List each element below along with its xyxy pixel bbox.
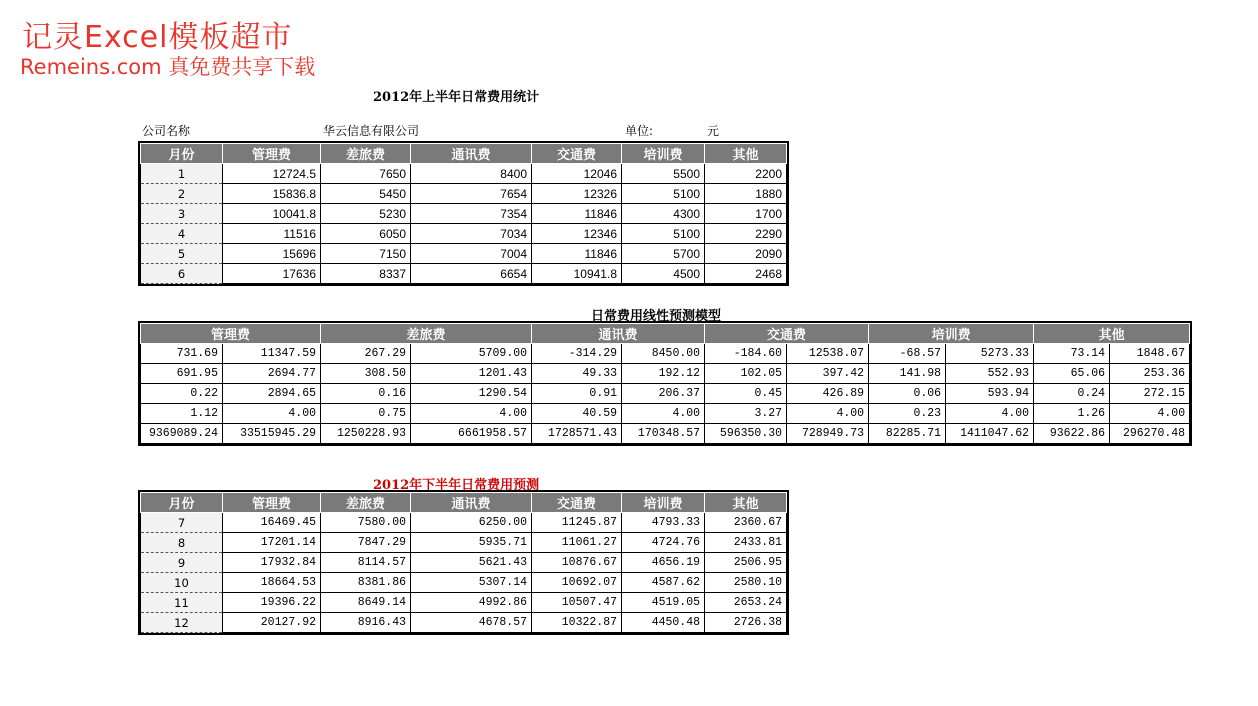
cell[interactable]: 2200 <box>705 164 787 184</box>
cell[interactable]: 1 <box>141 164 223 184</box>
cell[interactable]: 17201.14 <box>223 533 321 553</box>
cell[interactable]: 4.00 <box>1110 404 1190 424</box>
cell[interactable]: 272.15 <box>1110 384 1190 404</box>
table-row <box>141 244 787 264</box>
cell[interactable]: 1728571.43 <box>532 424 622 444</box>
table-row <box>141 424 1190 444</box>
cell[interactable]: 4793.33 <box>622 513 705 533</box>
cell[interactable]: 65.06 <box>1034 364 1110 384</box>
cell[interactable]: 12346 <box>532 224 622 244</box>
cell[interactable]: 11846 <box>532 204 622 224</box>
cell[interactable]: 1250228.93 <box>321 424 411 444</box>
header-admin: 管理费 <box>223 144 321 164</box>
cell[interactable]: 8114.57 <box>321 553 411 573</box>
cell[interactable]: 1.26 <box>1034 404 1110 424</box>
model-header-comm: 通讯费 <box>532 324 705 344</box>
cell[interactable]: 17932.84 <box>223 553 321 573</box>
cell[interactable]: 5100 <box>622 224 705 244</box>
cell[interactable]: -184.60 <box>705 344 787 364</box>
cell[interactable]: 7354 <box>411 204 532 224</box>
cell[interactable]: 20127.92 <box>223 613 321 633</box>
cell[interactable]: 2290 <box>705 224 787 244</box>
cell[interactable]: 12 <box>141 613 223 633</box>
cell[interactable]: 5709.00 <box>411 344 532 364</box>
cell[interactable]: 5100 <box>622 184 705 204</box>
cell[interactable]: 1290.54 <box>411 384 532 404</box>
cell[interactable]: 426.89 <box>787 384 869 404</box>
table-row <box>141 613 787 633</box>
table-row <box>141 344 1190 364</box>
cell[interactable]: 93622.86 <box>1034 424 1110 444</box>
cell[interactable]: 4678.57 <box>411 613 532 633</box>
header-month: 月份 <box>141 144 223 164</box>
cell[interactable]: 2653.24 <box>705 593 787 613</box>
cell[interactable]: 5500 <box>622 164 705 184</box>
cell[interactable]: 2694.77 <box>223 364 321 384</box>
cell[interactable]: 5230 <box>321 204 411 224</box>
cell[interactable]: 10507.47 <box>532 593 622 613</box>
cell[interactable]: 10322.87 <box>532 613 622 633</box>
cell[interactable]: -314.29 <box>532 344 622 364</box>
cell[interactable]: 206.37 <box>622 384 705 404</box>
cell[interactable]: 5450 <box>321 184 411 204</box>
model-header-travel: 差旅费 <box>321 324 532 344</box>
header-training: 培训费 <box>622 144 705 164</box>
cell[interactable]: 1880 <box>705 184 787 204</box>
cell[interactable]: 2360.67 <box>705 513 787 533</box>
cell[interactable]: 5935.71 <box>411 533 532 553</box>
cell[interactable]: 7004 <box>411 244 532 264</box>
cell[interactable]: 1201.43 <box>411 364 532 384</box>
header-transport: 交通费 <box>532 493 622 513</box>
cell[interactable]: 2580.10 <box>705 573 787 593</box>
table-row <box>141 184 787 204</box>
cell[interactable]: 0.22 <box>141 384 223 404</box>
watermark-title: 记灵Excel模板超市 <box>22 20 293 55</box>
cell[interactable]: 10941.8 <box>532 264 622 284</box>
cell[interactable]: 12724.5 <box>223 164 321 184</box>
table-row <box>141 264 787 284</box>
cell[interactable]: 170348.57 <box>622 424 705 444</box>
cell[interactable]: 8 <box>141 533 223 553</box>
cell[interactable]: 33515945.29 <box>223 424 321 444</box>
cell[interactable]: 0.23 <box>869 404 946 424</box>
cell[interactable]: 6654 <box>411 264 532 284</box>
cell[interactable]: 8649.14 <box>321 593 411 613</box>
table-row <box>141 164 787 184</box>
cell[interactable]: 1411047.62 <box>946 424 1034 444</box>
cell[interactable]: 12326 <box>532 184 622 204</box>
cell[interactable]: 11245.87 <box>532 513 622 533</box>
unit-value[interactable]: 元 <box>707 124 720 138</box>
cell[interactable]: 8400 <box>411 164 532 184</box>
cell[interactable]: 5621.43 <box>411 553 532 573</box>
cell[interactable]: 2894.65 <box>223 384 321 404</box>
table-row <box>141 573 787 593</box>
cell[interactable]: 2506.95 <box>705 553 787 573</box>
cell[interactable]: 4450.48 <box>622 613 705 633</box>
cell[interactable]: 552.93 <box>946 364 1034 384</box>
model-header-transport: 交通费 <box>705 324 869 344</box>
cell[interactable]: 596350.30 <box>705 424 787 444</box>
cell[interactable]: 7034 <box>411 224 532 244</box>
cell[interactable]: 11846 <box>532 244 622 264</box>
cell[interactable]: 192.12 <box>622 364 705 384</box>
cell[interactable]: 4300 <box>622 204 705 224</box>
table-row <box>141 384 1190 404</box>
cell[interactable]: 8337 <box>321 264 411 284</box>
cell[interactable]: 296270.48 <box>1110 424 1190 444</box>
table-row <box>141 224 787 244</box>
cell[interactable]: 4.00 <box>946 404 1034 424</box>
table-row <box>141 364 1190 384</box>
cell[interactable]: 9 <box>141 553 223 573</box>
cell[interactable]: 728949.73 <box>787 424 869 444</box>
cell[interactable]: 4.00 <box>787 404 869 424</box>
cell[interactable]: 2433.81 <box>705 533 787 553</box>
cell[interactable]: 1700 <box>705 204 787 224</box>
company-name[interactable]: 华云信息有限公司 <box>323 124 420 138</box>
cell[interactable]: 2 <box>141 184 223 204</box>
cell[interactable]: 0.75 <box>321 404 411 424</box>
cell[interactable]: 102.05 <box>705 364 787 384</box>
header-training: 培训费 <box>622 493 705 513</box>
table-row <box>141 204 787 224</box>
stats-table <box>140 143 787 284</box>
cell[interactable]: 7650 <box>321 164 411 184</box>
cell[interactable]: 0.06 <box>869 384 946 404</box>
cell[interactable]: 8450.00 <box>622 344 705 364</box>
cell[interactable]: 0.91 <box>532 384 622 404</box>
cell[interactable]: 2468 <box>705 264 787 284</box>
forecast-title: 2012年下半年日常费用预测 <box>373 478 540 493</box>
cell[interactable]: 15696 <box>223 244 321 264</box>
cell[interactable]: 4519.05 <box>622 593 705 613</box>
cell[interactable]: 6661958.57 <box>411 424 532 444</box>
stats-title: 2012年上半年日常费用统计 <box>373 90 540 105</box>
table-row <box>141 593 787 613</box>
table-row <box>141 513 787 533</box>
forecast-table <box>140 492 787 633</box>
cell[interactable]: 267.29 <box>321 344 411 364</box>
cell[interactable]: 2090 <box>705 244 787 264</box>
cell[interactable]: 6050 <box>321 224 411 244</box>
cell[interactable]: -68.57 <box>869 344 946 364</box>
model-table <box>140 323 1190 444</box>
model-header-admin: 管理费 <box>141 324 321 344</box>
cell[interactable]: 10876.67 <box>532 553 622 573</box>
cell[interactable]: 10041.8 <box>223 204 321 224</box>
header-transport: 交通费 <box>532 144 622 164</box>
cell[interactable]: 12046 <box>532 164 622 184</box>
header-comm: 通讯费 <box>411 144 532 164</box>
cell[interactable]: 5 <box>141 244 223 264</box>
cell[interactable]: 40.59 <box>532 404 622 424</box>
cell[interactable]: 8381.86 <box>321 573 411 593</box>
cell[interactable]: 0.45 <box>705 384 787 404</box>
cell[interactable]: 1848.67 <box>1110 344 1190 364</box>
cell[interactable]: 4656.19 <box>622 553 705 573</box>
cell[interactable]: 308.50 <box>321 364 411 384</box>
cell[interactable]: 2726.38 <box>705 613 787 633</box>
cell[interactable]: 10 <box>141 573 223 593</box>
cell[interactable]: 4.00 <box>411 404 532 424</box>
cell[interactable]: 5307.14 <box>411 573 532 593</box>
cell[interactable]: 11516 <box>223 224 321 244</box>
cell[interactable]: 7150 <box>321 244 411 264</box>
cell[interactable]: 49.33 <box>532 364 622 384</box>
cell[interactable]: 16469.45 <box>223 513 321 533</box>
header-comm: 通讯费 <box>411 493 532 513</box>
cell[interactable]: 3 <box>141 204 223 224</box>
header-other: 其他 <box>705 493 787 513</box>
cell[interactable]: 7580.00 <box>321 513 411 533</box>
cell[interactable]: 141.98 <box>869 364 946 384</box>
cell[interactable]: 397.42 <box>787 364 869 384</box>
cell[interactable]: 7847.29 <box>321 533 411 553</box>
model-header-training: 培训费 <box>869 324 1034 344</box>
cell[interactable]: 593.94 <box>946 384 1034 404</box>
cell[interactable]: 82285.71 <box>869 424 946 444</box>
table-row <box>141 404 1190 424</box>
watermark-subtitle: Remeins.com 真免费共享下载 <box>20 55 316 79</box>
cell[interactable]: 4500 <box>622 264 705 284</box>
unit-label: 单位: <box>625 124 654 138</box>
cell[interactable]: 15836.8 <box>223 184 321 204</box>
cell[interactable]: 6250.00 <box>411 513 532 533</box>
cell[interactable]: 4 <box>141 224 223 244</box>
cell[interactable]: 7 <box>141 513 223 533</box>
cell[interactable]: 12538.07 <box>787 344 869 364</box>
cell[interactable]: 73.14 <box>1034 344 1110 364</box>
company-label: 公司名称 <box>142 124 191 138</box>
cell[interactable]: 5700 <box>622 244 705 264</box>
header-month: 月份 <box>141 493 223 513</box>
header-admin: 管理费 <box>223 493 321 513</box>
table-row <box>141 533 787 553</box>
cell[interactable]: 4992.86 <box>411 593 532 613</box>
cell[interactable]: 8916.43 <box>321 613 411 633</box>
cell[interactable]: 17636 <box>223 264 321 284</box>
cell[interactable]: 0.24 <box>1034 384 1110 404</box>
cell[interactable]: 4.00 <box>223 404 321 424</box>
cell[interactable]: 4724.76 <box>622 533 705 553</box>
cell[interactable]: 9369089.24 <box>141 424 223 444</box>
model-header-other: 其他 <box>1034 324 1190 344</box>
cell[interactable]: 11347.59 <box>223 344 321 364</box>
cell[interactable]: 0.16 <box>321 384 411 404</box>
header-travel: 差旅费 <box>321 493 411 513</box>
cell[interactable]: 11061.27 <box>532 533 622 553</box>
cell[interactable]: 5273.33 <box>946 344 1034 364</box>
table-row <box>141 553 787 573</box>
cell[interactable]: 731.69 <box>141 344 223 364</box>
cell[interactable]: 6 <box>141 264 223 284</box>
cell[interactable]: 1.12 <box>141 404 223 424</box>
cell[interactable]: 3.27 <box>705 404 787 424</box>
cell[interactable]: 253.36 <box>1110 364 1190 384</box>
cell[interactable]: 4.00 <box>622 404 705 424</box>
model-title: 日常费用线性预测模型 <box>591 309 722 324</box>
cell[interactable]: 19396.22 <box>223 593 321 613</box>
header-travel: 差旅费 <box>321 144 411 164</box>
cell[interactable]: 4587.62 <box>622 573 705 593</box>
cell[interactable]: 691.95 <box>141 364 223 384</box>
cell[interactable]: 10692.07 <box>532 573 622 593</box>
cell[interactable]: 18664.53 <box>223 573 321 593</box>
header-other: 其他 <box>705 144 787 164</box>
cell[interactable]: 11 <box>141 593 223 613</box>
cell[interactable]: 7654 <box>411 184 532 204</box>
